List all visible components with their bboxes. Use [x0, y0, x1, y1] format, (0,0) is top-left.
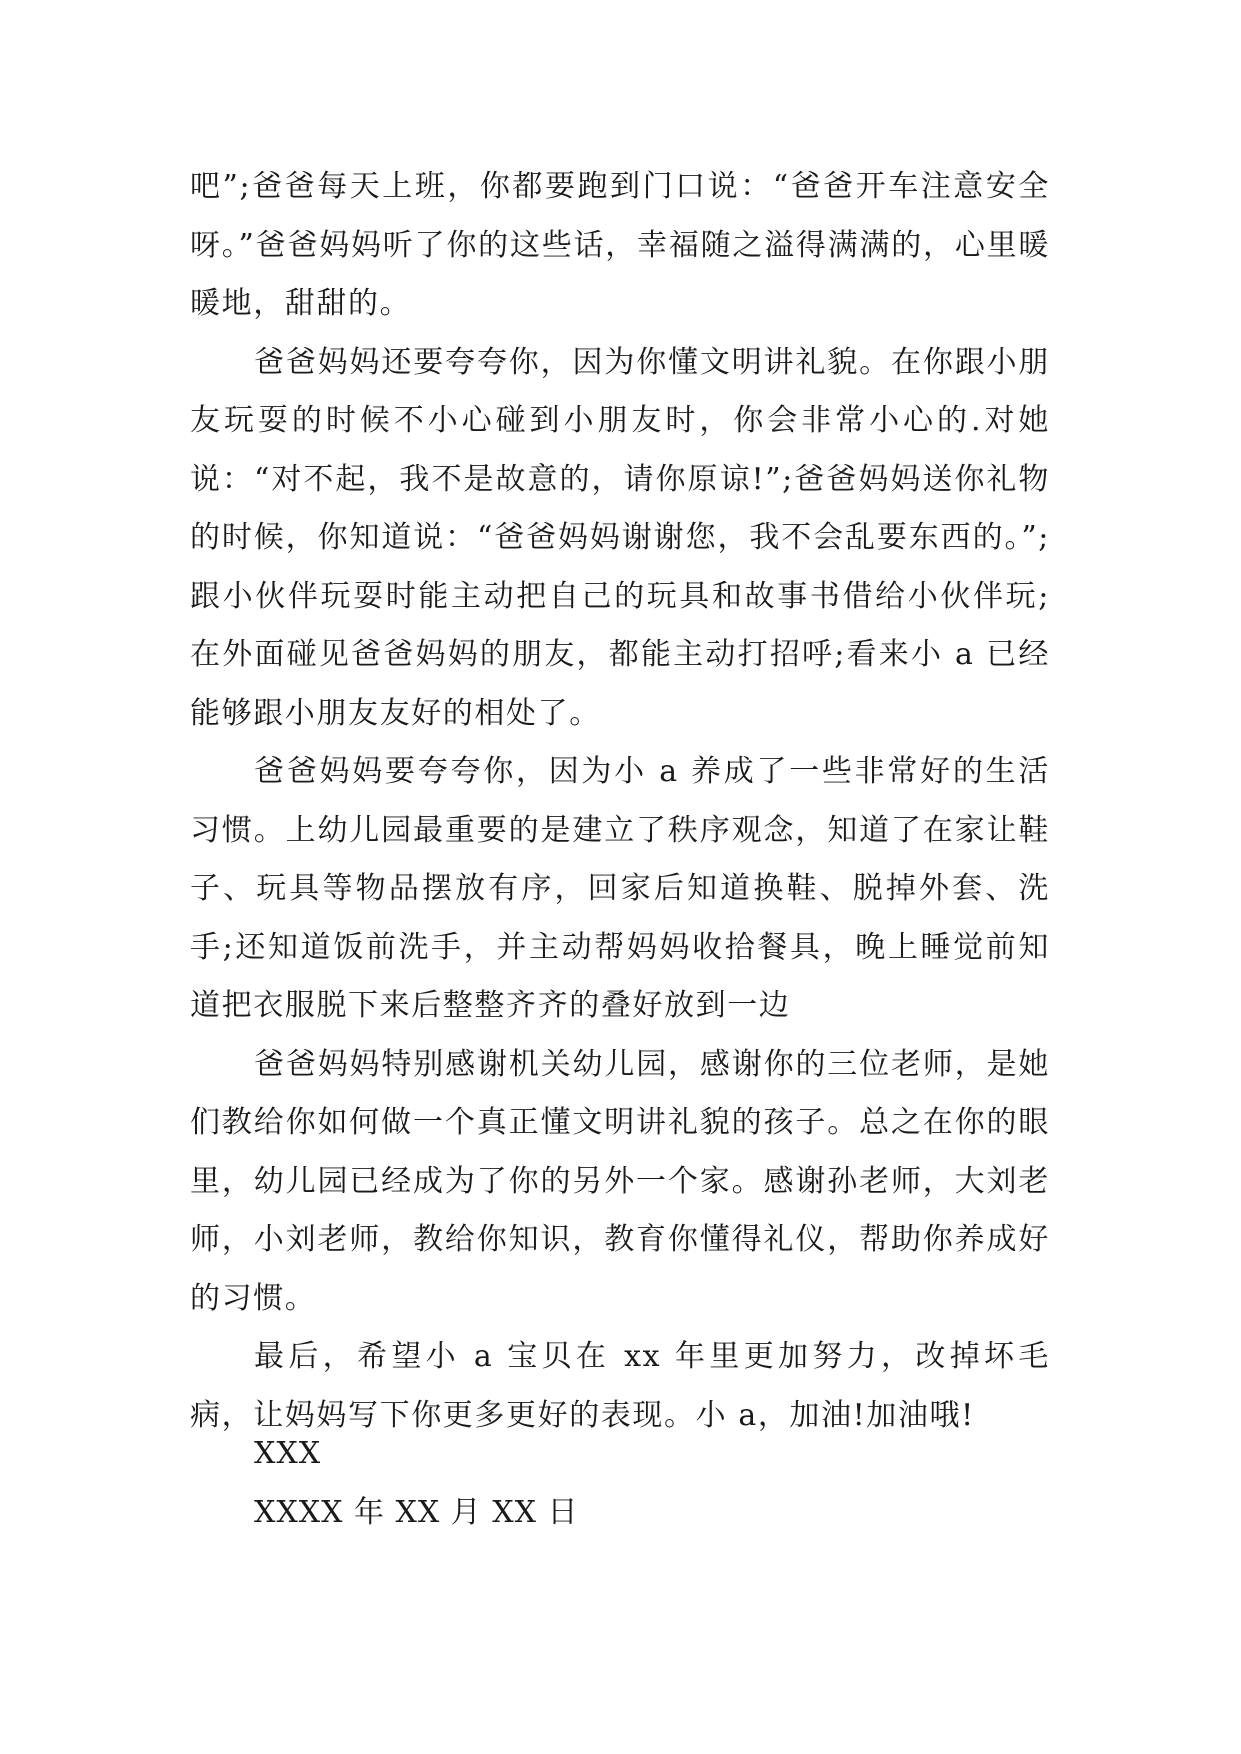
- paragraph-closing-wish: 最后，希望小 a 宝贝在 xx 年里更加努力，改掉坏毛病，让妈妈写下你更多更好的表现。小 a，加油!加油哦!: [190, 1339, 1050, 1433]
- signature: XXX: [254, 1436, 322, 1471]
- paragraph-thanks-kindergarten: 爸爸妈妈特别感谢机关幼儿园，感谢你的三位老师，是她们教给你如何做一个真正懂文明讲礼貌的孩子。总之在你的眼里，幼儿园已经成为了你的另外一个家。感谢孙老师，大刘老师，小刘老师，教给你知识，教育你懂得礼仪，帮助你养成好的习惯。: [190, 1046, 1050, 1316]
- paragraph-habits: 爸爸妈妈要夸夸你，因为小 a 养成了一些非常好的生活习惯。上幼儿园最重要的是建立了秩序观念，知道了在家让鞋子、玩具等物品摆放有序，回家后知道换鞋、脱掉外套、洗手;还知道饭前洗手，并主动帮妈妈收拾餐具，晚上睡觉前知道把衣服脱下来后整整齐齐的叠好放到一边: [190, 754, 1050, 1023]
- paragraph-continuation: 吧”;爸爸每天上班，你都要跑到门口说：“爸爸开车注意安全呀。”爸爸妈妈听了你的这些话，幸福随之溢得满满的，心里暖暖地，甜甜的。: [190, 169, 1050, 321]
- letter-body: [190, 158, 1050, 1445]
- date-line: XXXX 年 XX 月 XX 日: [254, 1494, 579, 1530]
- signoff-block: [254, 1425, 579, 1542]
- paragraph-politeness: 爸爸妈妈还要夸夸你，因为你懂文明讲礼貌。在你跟小朋友玩耍的时候不小心碰到小朋友时，你会非常小心的.对她说：“对不起，我不是故意的，请你原谅!”;爸爸妈妈送你礼物的时候，你知道说：“爸爸妈妈谢谢您，我不会乱要东西的。”;跟小伙伴玩耍时能主动把自己的玩具和故事书借给小伙伴玩;在外面碰见爸爸妈妈的朋友，都能主动打招呼;看来小 a 已经能够跟小朋友友好的相处了。: [190, 344, 1050, 731]
